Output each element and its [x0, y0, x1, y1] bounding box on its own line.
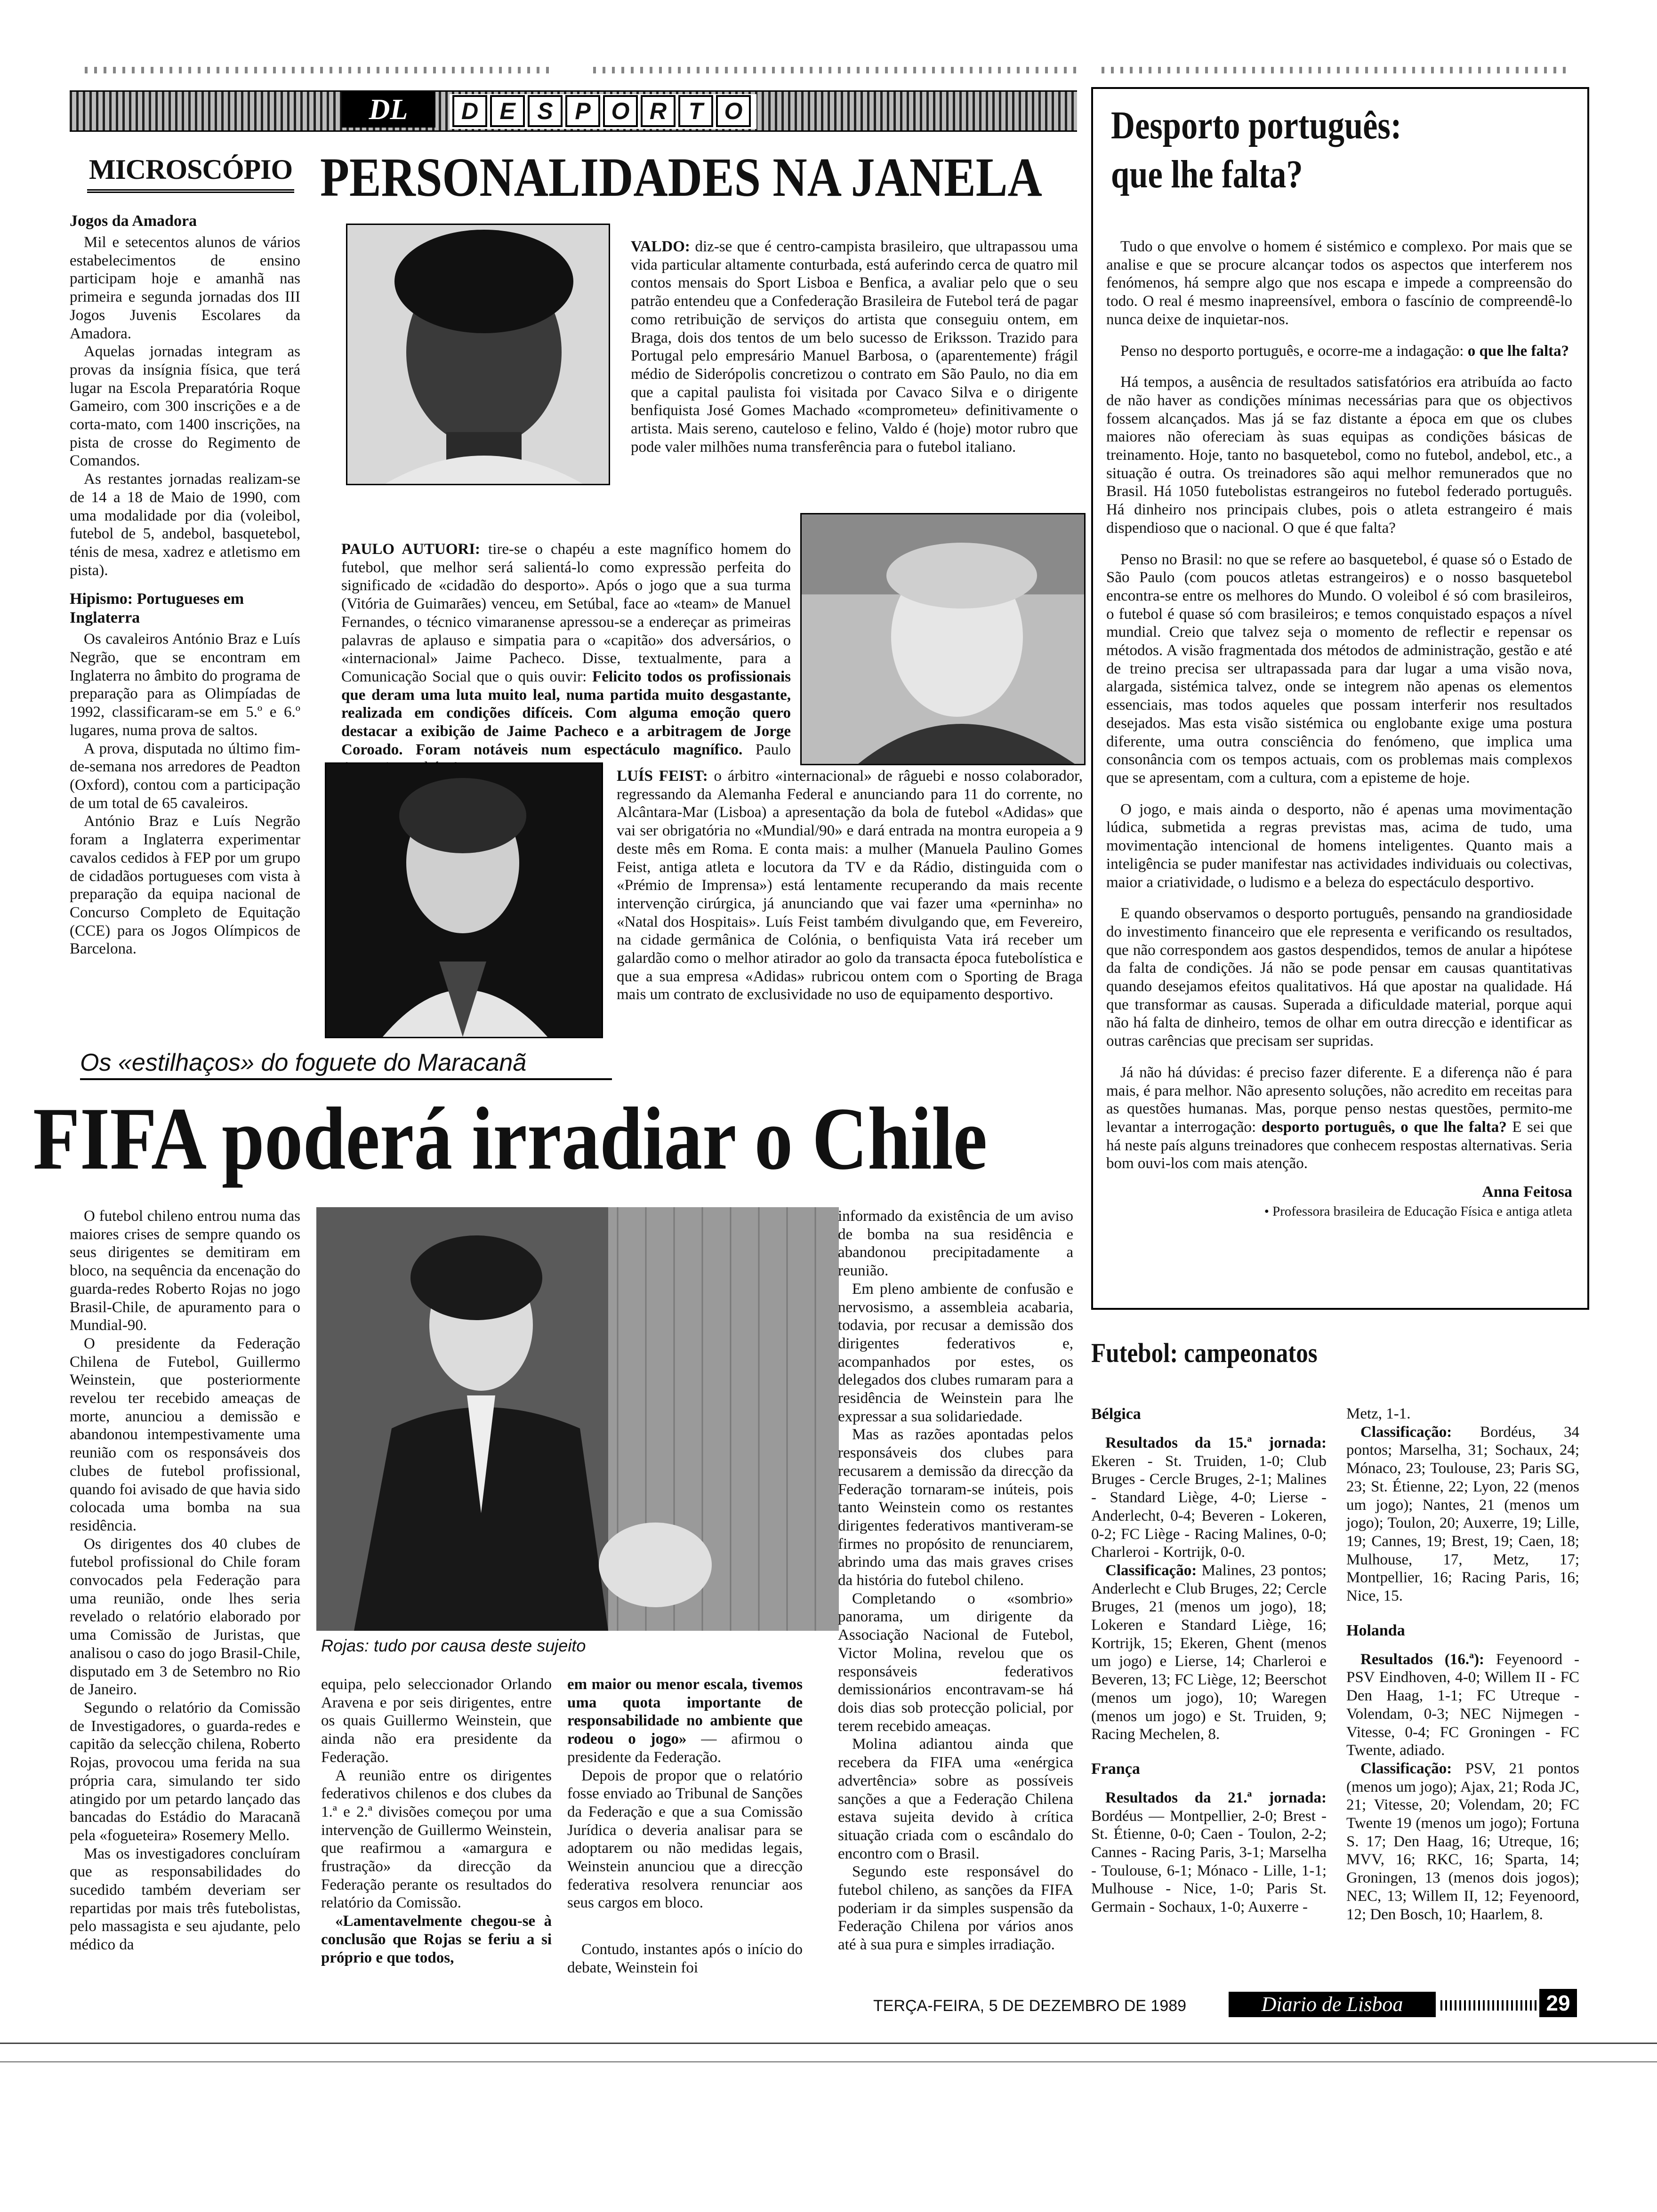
standings-label: Classificação:	[1105, 1562, 1197, 1579]
paragraph: António Braz e Luís Negrão foram a Inglaterra experimentar cavalos cedidos à FEP por um grupo de cidadãos portugueses com vista à preparação da equipa nacional de Concurso Completo de Equitação (CCE) para os Jogos Olímpicos de Barcelona.	[70, 813, 300, 958]
results-text: Ekeren - St. Truiden, 1-0; Club Bruges - Cercle Bruges, 2-1; Malines - Standard Liège, 4-0; Lierse - Anderlecht, 0-4; Beveren - Lokeren, 0-2; FC Liège - Racing Malines, 0-0; Charleroi - Kortrijk, 0-0.	[1091, 1452, 1327, 1561]
fifa-col-1	[70, 1207, 300, 1954]
paragraph: E sei que há neste país alguns treinadores que conhecem respostas alternativas. Seria bom ouvi-los com mais atenção.	[1106, 1118, 1573, 1172]
opinion-text	[1106, 238, 1572, 1219]
top-rule	[85, 67, 555, 73]
microscopio-label: MICROSCÓPIO	[87, 150, 294, 193]
top-rule	[1102, 67, 1572, 73]
feist-photo	[325, 762, 603, 1038]
results-label: Resultados da 21.ª jornada:	[1105, 1789, 1327, 1806]
bottom-rule	[0, 2061, 1657, 2062]
paragraph: diz-se que é centro-campista brasileiro, que ultrapassou uma vida particular altamente conturbada, está auferindo cerca de quatro mil contos mensais do Sport Lisboa e Benfica, a avaliar pelo que o seu patrão entendeu que a Confederação Brasileira de Futebol terá de pagar como retribuição de serviços do artista que conseguiu ontem, em Braga, dois dos tentos de um belo sucesso de Eriksson. Trazido para Portugal pelo empresário Manuel Barbosa, o (aparentemente) frágil médio de Siderópolis concretizou o contrato em São Paulo, no dia em que a capital paulista foi visitada por Cavaco Silva e o dirigente benfiquista José Gomes Machado «comprometeu» definitivamente o artista. Mais sereno, cauteloso e felino, Valdo é (hoje) motor rubro que pode valer milhões numa transferência para o futebol italiano.	[631, 238, 1078, 456]
fifa-col-3	[567, 1675, 803, 1977]
paragraph: Mil e setecentos alunos de vários estabelecimentos de ensino participam hoje e amanhã nas primeira e segunda jornadas dos III Jogos Juvenis Escolares da Amadora.	[70, 234, 300, 342]
section-letter: E	[490, 95, 525, 127]
quote: «Lamentavelmente chegou-se à conclusão que Rojas se feriu a si próprio e que todos,	[321, 1913, 552, 1966]
opinion-title	[1111, 101, 1498, 199]
question: o que lhe falta?	[1467, 342, 1569, 360]
section-letter: S	[528, 95, 563, 127]
valdo-photo	[346, 224, 610, 485]
author-name: Anna Feitosa	[1482, 1183, 1572, 1201]
paragraph: Molina adiantou ainda que recebera da FIFA uma «enérgica advertência» sobre as possíveis sanções a que a Federação Chilena estava sujeita devido à crítica situação criada com o escândalo do encontro com o Brasil.	[838, 1736, 1073, 1862]
paragraph: Penso no desporto português, e ocorre-me a indagação:	[1120, 342, 1464, 360]
campeonatos-col-2	[1346, 1405, 1579, 1923]
section-title	[450, 94, 756, 129]
feist-text	[617, 767, 1083, 1004]
paragraph: Segundo este responsável do futebol chileno, as sanções da FIFA poderiam ir da simples suspensão da Federação Chilena por vários anos até à sua pura e simples irradiação.	[838, 1863, 1073, 1954]
section-letter: P	[565, 95, 600, 127]
results-text: Feyenoord - PSV Eindhoven, 4-0; Willem II - FC Den Haag, 1-1; FC Utreque - Volendam, 0-3; NEC Nijmegen - Vitesse, 0-4; FC Groningen - FC Twente, adiado.	[1346, 1651, 1579, 1759]
paragraph: equipa, pelo seleccionador Orlando Aravena e por seis dirigentes, entre os quais Guillermo Weinstein, que ainda não era presidente da Federação.	[321, 1676, 552, 1766]
section-letter: O	[603, 95, 638, 127]
section-letter: O	[716, 95, 751, 127]
rojas-photo	[316, 1207, 839, 1631]
campeonatos-title: Futebol: campeonatos	[1091, 1338, 1318, 1368]
subheading: Jogos da Amadora	[70, 212, 197, 230]
paragraph: A reunião entre os dirigentes federativos chilenos e dos clubes da 1.ª e 2.ª divisões começou por uma intervenção de Guillermo Weinstein, que reafirmou a «amargura e frustração» da direcção da Federação perante os resultados do relatório da Comissão.	[321, 1767, 552, 1912]
paragraph: Depois de propor que o relatório fosse enviado ao Tribunal de Sanções da Federação e que a sua Comissão Jurídica o deveria analisar para se adoptarem ou não medidas legais, Weinstein anunciou que a direcção federativa resolvera renunciar aos seus cargos em bloco.	[567, 1767, 803, 1912]
fifa-headline: FIFA poderá irradiar o Chile	[33, 1090, 988, 1188]
question: desporto português, o que lhe falta?	[1261, 1118, 1507, 1136]
campeonatos-col-1	[1091, 1405, 1327, 1916]
results-text: Bordéus — Montpellier, 2-0; Brest - St. Étienne, 0-0; Caen - Toulon, 2-2; Cannes - Racing Paris, 3-1; Marselha - Toulouse, 6-1; Mónaco - Lille, 1-1; Mulhouse - Nice, 1-0; Paris St. Germain - Sochaux, 1-0; Auxerre -	[1091, 1807, 1327, 1916]
fifa-col-4	[838, 1207, 1073, 1954]
paragraph: Em pleno ambiente de confusão e nervosismo, a assembleia acabaria, todavia, por recusar a demissão dos dirigentes federativos e, acompanhados por estes, os delegados dos clubes rumaram para a residência de Weinstein para lhe expressar a sua solidariedade.	[838, 1280, 1073, 1425]
fifa-kicker: Os «estilhaços» do foguete do Maracanã	[80, 1047, 612, 1080]
paragraph: E quando observamos o desporto português, pensando na grandiosidade do investimento financeiro que ele representa e verificando os resultados, que não correspondem aos gastos despendidos, temos de anular a hipótese da falta de condições. Já não se pode pensar em causas quantitativas quando desejamos efeitos qualitativos. Há que apostar na qualidade. Há que transformar as causas. Superada a dificuldade material, porque aqui não há falta de dinheiro, temos de olhar em outra direcção e identificar as outras carências que precisam ser supridas.	[1106, 905, 1572, 1050]
section-letter: T	[678, 95, 713, 127]
paragraph: Os cavaleiros António Braz e Luís Negrão, que se encontram em Inglaterra no âmbito do programa de preparação para as Olimpíadas de 1992, classificaram-se em 5.º e 6.º lugares, numa prova de saltos.	[70, 631, 300, 739]
standings-label: Classificação:	[1360, 1423, 1452, 1441]
person-name: VALDO:	[631, 238, 690, 255]
paragraph: informado da existência de um aviso de bomba na sua residência e abandonou precipitadamente a reunião.	[838, 1208, 1073, 1280]
bottom-rule	[0, 2043, 1657, 2044]
results-label: Resultados (16.ª):	[1360, 1651, 1485, 1668]
paragraph: Mas as razões apontadas pelos responsáveis dos clubes para recusarem a demissão da direcção da Federação tornaram-se inúteis, pois tanto Weinstein como os restantes dirigentes federativos mantiveram-se firmes no propósito de renunciarem, abrindo uma das mais graves crises da história do futebol chileno.	[838, 1426, 1073, 1589]
paragraph: Os dirigentes dos 40 clubes de futebol profissional do Chile foram convocados pela Federação para uma reunião, onde lhes seria revelado o relatório elaborado por uma Comissão de Juristas, que analisou o caso do jogo Brasil-Chile, disputado em 3 de Setembro no Rio de Janeiro.	[70, 1535, 300, 1699]
paragraph: Contudo, instantes após o início do debate, Weinstein foi	[567, 1941, 803, 1976]
personalidades-headline: PERSONALIDADES NA JANELA	[320, 146, 1042, 208]
footer-date: TERÇA-FEIRA, 5 DE DEZEMBRO DE 1989	[873, 1997, 1187, 2015]
results-label: Resultados da 15.ª jornada:	[1105, 1435, 1327, 1451]
paragraph: Tudo o que envolve o homem é sistémico e complexo. Por mais que se analise e que se procure alcançar todos os aspectos que interferem nos fenómenos, há sempre algo que nos escapa e impede a compreensão do todo. O real é mesmo inapreensível, embora o fascínio de compreendê-lo nunca deixe de inquietar-nos.	[1106, 238, 1572, 328]
rojas-caption: Rojas: tudo por causa deste sujeito	[321, 1636, 586, 1655]
paragraph: Aquelas jornadas integram as provas da insígnia física, que terá lugar na Escola Preparatória Roque Gameiro, com 300 inscrições e a de corta-mato, com 1400 inscrições, na pista de crosse do Regimento de Comandos.	[70, 343, 300, 470]
paragraph: O futebol chileno entrou numa das maiores crises de sempre quando os seus dirigentes se demitiram em bloco, na sequência da encenação do guarda-redes Roberto Rojas no jogo Brasil-Chile, de apuramento para o Mundial-90.	[70, 1208, 300, 1334]
quote: em maior ou menor escala, tivemos uma quota importante de responsabilidade no ambiente que rodeou o jogo»	[567, 1676, 803, 1748]
paragraph: Já não há dúvidas: é preciso fazer diferente. E a diferença não é para mais, é para melhor. Não apresento soluções, não acredito em receitas para as questões humanas. Mas, porque penso nestas questões, permito-me levantar a interrogação:	[1106, 1064, 1572, 1136]
paragraph: — afirmou o presidente da Federação.	[567, 1731, 803, 1766]
standings-text: Malines, 23 pontos; Anderlecht e Club Bruges, 22; Cercle Bruges, 21 (menos um jogo), 18; Lokeren e Standard Liège, 16; Kortrijk, 15; Ekeren, Ghent (menos um jogo) e Lierse, 14; Charleroi e Beveren, 13; FC Liège, 12; Beerschot (menos um jogo), 10; Waregen (menos um jogo) e St. Truiden, 9; Racing Mechelen, 8.	[1091, 1562, 1327, 1743]
person-name: LUÍS FEIST:	[617, 768, 708, 785]
standings-text: PSV, 21 pontos (menos um jogo); Ajax, 21; Roda JC, 21; Vitesse, 20; Volendam, 20; FC Twente 19 (menos um jogo); Fortuna S. 17; Den Haag, 16; Utreque, 16; MVV, 16; RKC, 16; Sparta, 14; Groningen, 13 (menos dois jogos); NEC, 13; Willem II, 12; Feyenoord, 12; Den Bosch, 10; Haarlem, 8.	[1346, 1760, 1580, 1923]
top-rule	[593, 67, 1083, 73]
paragraph: O jogo, e mais ainda o desporto, não é apenas uma movimentação lúdica, submetida a regras previstas mas, acima de tudo, uma movimentação intencional de homens inteligentes. Quanto mais a inteligência se puder manifestar nas actividades individuais ou colectivas, maior a criatividade, o ludismo e a beleza do espectáculo desportivo.	[1106, 801, 1572, 891]
microscopio-column	[70, 212, 300, 958]
paragraph: o árbitro «internacional» de râguebi e nosso colaborador, regressando da Alemanha Federal e anunciando para 11 do corrente, no Alcântara-Mar (Lisboa) a apresentação da bola de futebol «Adidas» que vai ser obrigatória no «Mundial/90» e dará entrada na montra europeia a 9 deste mês em Roma. E conta mais: a mulher (Manuela Paulino Gomes Feist, antiga atleta e locutora da TV e da Rádio, distinguida com o «Prémio de Imprensa») está lentamente recuperando da mais recente intervenção cirúrgica, já anunciando que vai fazer uma «perninha» no «Natal dos Hospitais». Luís Feist também divulgando que, em Fevereiro, na cidade germânica de Colónia, o benfiquista Vata irá receber um galardão como o melhor atirador ao golo da transacta época futebolística e que a sua empresa «Adidas» rubricou ontem com o Sporting de Braga mais um contrato de exclusividade no uso de equipamento desportivo.	[617, 768, 1083, 1003]
footer-paper-name: Diario de Lisboa	[1229, 1992, 1436, 2017]
country-heading: Holanda	[1346, 1621, 1405, 1639]
section-letter: D	[452, 95, 487, 127]
results-text: Metz, 1-1.	[1346, 1405, 1411, 1422]
fifa-col-2	[321, 1675, 552, 1967]
paragraph: Segundo o relatório da Comissão de Investigadores, o guarda-redes e capitão da selecção chilena, Roberto Rojas, provocou uma ferida na sua própria cara, simulando ter sido atingido por um petardo lançado das bancadas do Estádio do Maracanã pela «fogueteira» Rosemery Mello.	[70, 1699, 300, 1844]
paragraph: As restantes jornadas realizam-se de 14 a 18 de Maio de 1990, com uma modalidade por dia (voleibol, futebol de 5, andebol, basquetebol, ténis de mesa, xadrez e atletismo em pista).	[70, 471, 300, 579]
country-heading: França	[1091, 1760, 1140, 1778]
opinion-title-line: que lhe falta?	[1111, 152, 1303, 196]
paragraph: Há tempos, a ausência de resultados satisfatórios era atribuída ao facto de não haver as condições mínimas necessárias para que os objectivos fossem alcançados. Mas já se faz distante a época em que os clubes maiores não ofereciam às suas equipas as condições básicas de treinamento. Hoje, tanto no basquetebol, como no futebol, andebol, etc., a situação é outra. Os treinadores são aqui melhor remunerados que no Brasil. Há 1050 futebolistas estrangeiros no futebol federado português. Há dinheiro nos principais clubes, pois o atleta estrangeiro é mais dispendioso que o nacional. O que é que falta?	[1106, 374, 1572, 537]
paragraph: Penso no Brasil: no que se refere ao basquetebol, é quase só o Estado de São Paulo (com poucos atletas estrangeiros) e o nosso basquetebol encontra-se entre os melhores do Mundo. O voleibol é só com brasileiros, o futebol é quase só com brasileiros; e temos conquistado espaços a nível mundial. Creio que talvez seja o momento de reflectir e repensar os métodos. A visão fragmentada dos métodos de administração, gestão e até de treino precisa ser ultrapassada para dar lugar a uma visão nova, alargada, sistémica talvez, onde se integrem não apenas os elementos essenciais, mas todos aqueles que possam interferir nos resultados desejados. Mas esta visão sistémica ou englobante exige uma postura diferente, uma outra consciência do fenómeno, que implica uma consonância com os tempos actuais, com os problemas mais complexos que se apresentam, com a cultura, com a episteme de hoje.	[1106, 551, 1572, 786]
footer-rule	[1440, 2000, 1539, 2011]
person-name: PAULO AUTUORI:	[341, 541, 481, 558]
quote: Felicito todos os profissionais que deram uma luta muito leal, numa partida muito desgastante, realizada em condições difíceis. Com alguma emoção quero destacar a exibição de Jaime Pacheco e a arbitragem de Jorge Coroado. Foram notáveis num espectáculo magnífico.	[341, 668, 791, 758]
paragraph: Mas os investigadores concluíram que as responsabilidades do sucedido também deveriam ser repartidas por mais três futebolistas, pelo massagista e seu ajudante, pelo médico da	[70, 1845, 300, 1954]
opinion-title-line: Desporto português:	[1111, 104, 1402, 147]
standings-text: Bordéus, 34 pontos; Marselha, 31; Sochaux, 24; Mónaco, 23; Toulouse, 23; Paris SG, 23; St. Étienne, 22; Lyon, 22 (menos um jogo); Nantes, 21 (menos um jogo); Toulon, 20; Auxerre, 19; Lille, 19; Cannes, 19; Brest, 19; Caen, 18; Mulhouse, 17, Metz, 17; Montpellier, 16; Racing Paris, 16; Nice, 15.	[1346, 1423, 1579, 1605]
author-note: • Professora brasileira de Educação Física e antiga atleta	[1264, 1204, 1572, 1219]
paper-logo: DL	[341, 92, 435, 128]
paragraph: A prova, disputada no último fim-de-semana nos arredores de Peadton (Oxford), contou com a participação de um total de 65 cavaleiros.	[70, 740, 300, 812]
paragraph: Completando o «sombrio» panorama, um dirigente da Associação Nacional de Futebol, Victor Molina, revelou que os responsáveis federativos demissionários encontravam-se há dois dias sob protecção policial, por terem recebido ameaças.	[838, 1590, 1073, 1735]
country-heading: Bélgica	[1091, 1405, 1141, 1423]
subheading: Hipismo: Portugueses em Inglaterra	[70, 590, 244, 627]
paragraph: O presidente da Federação Chilena de Futebol, Guillermo Weinstein, que posteriormente revelou ter recebido ameaças de morte, anunciou a demissão e abandonou intempestivamente uma reunião com os responsáveis dos clubes de futebol profissional, quando foi avisado de que havia sido colocada uma bomba na sua residência.	[70, 1335, 300, 1534]
page-number: 29	[1539, 1989, 1577, 2017]
autuori-photo	[800, 513, 1086, 765]
paragraph: tire-se o chapéu a este magnífico homem do futebol, que melhor será salientá-lo como expressão perfeita do significado de «cidadão do desporto». Após o jogo que a sua turma (Vitória de Guimarães) venceu, em Setúbal, face ao «team» de Manuel Fernandes, o técnico vimaranense apressou-se a endereçar as primeiras palavras de aplauso e simpatia para o «capitão» dos adversários, o «internacional» Jaime Pacheco. Disse, textualmente, para a Comunicação Social que o quis ouvir:	[341, 541, 791, 685]
section-letter: R	[641, 95, 676, 127]
valdo-text	[631, 238, 1078, 456]
autuori-text	[341, 540, 791, 777]
standings-label: Classificação:	[1360, 1760, 1452, 1777]
paragraph: Paulo	[755, 741, 791, 758]
